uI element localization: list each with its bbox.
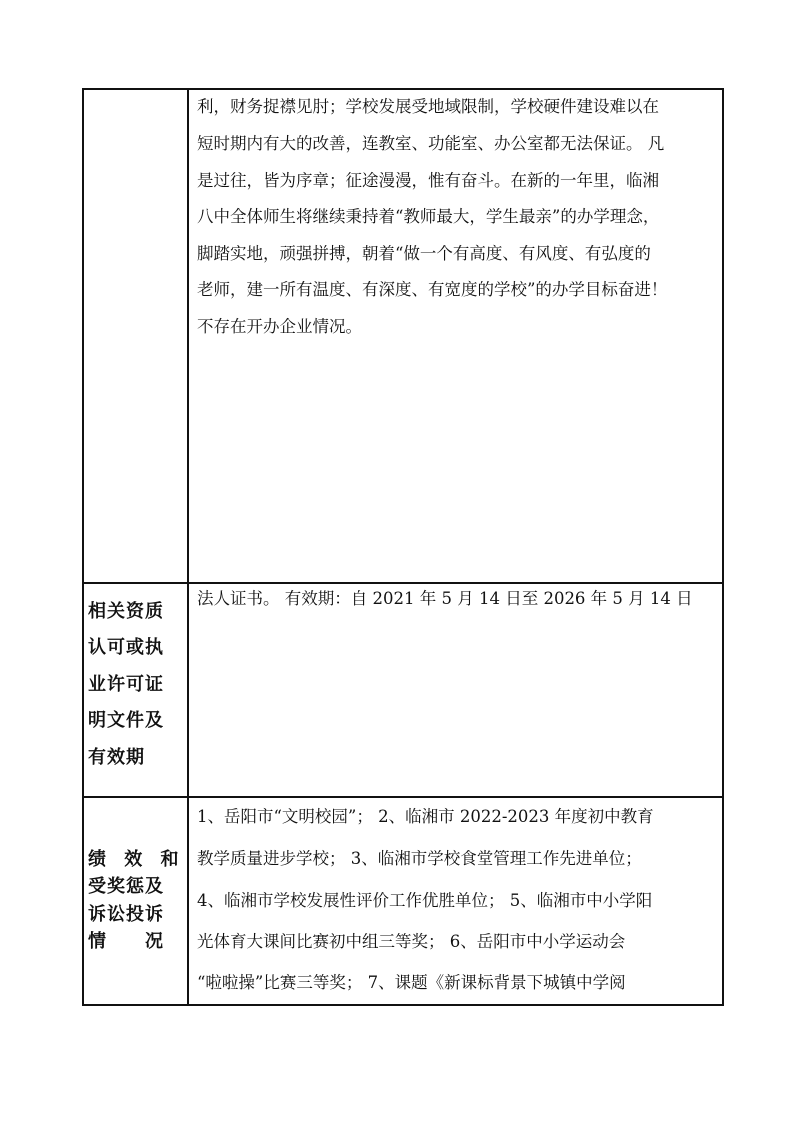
content-line: 短时期内有大的改善，连教室、功能室、办公室都无法保证。 凡 bbox=[197, 134, 665, 153]
content-line: 4、临湘市学校发展性评价工作优胜单位； 5、临湘市中小学阳 bbox=[197, 891, 653, 910]
row-divider bbox=[82, 582, 724, 584]
table-border-right bbox=[722, 88, 724, 1006]
row-label-line: 有效期 bbox=[88, 747, 145, 768]
row-label-line: 认可或执 bbox=[88, 637, 164, 658]
table-border-top bbox=[82, 88, 724, 90]
table-border-bottom bbox=[82, 1004, 724, 1006]
row-label-line: 受奖惩及 bbox=[88, 876, 164, 897]
row-label-line: 诉讼投诉 bbox=[88, 904, 164, 925]
content-line: 光体育大课间比赛初中组三等奖； 6、岳阳市中小学运动会 bbox=[197, 932, 626, 951]
content-line: 是过往，皆为序章；征途漫漫，惟有奋斗。在新的一年里，临湘 bbox=[197, 171, 659, 190]
content-line: 法人证书。 有效期：自 2021 年 5 月 14 日至 2026 年 5 月 14 日 bbox=[197, 589, 693, 608]
table-border-left bbox=[82, 88, 84, 1006]
column-divider bbox=[187, 88, 189, 1006]
content-line: 利，财务捉襟见肘；学校发展受地域限制，学校硬件建设难以在 bbox=[197, 97, 659, 116]
content-line: 不存在开办企业情况。 bbox=[197, 317, 362, 336]
row-label-line: 情 况 bbox=[88, 931, 164, 952]
content-line: 脚踏实地，顽强拼搏，朝着“做一个有高度、有风度、有弘度的 bbox=[197, 244, 651, 263]
row-label-line: 绩 效 和 bbox=[88, 849, 185, 870]
content-line: 老师，建一所有温度、有深度、有宽度的学校”的办学目标奋进！ bbox=[197, 280, 668, 299]
content-line: 八中全体师生将继续秉持着“教师最大，学生最亲”的办学理念， bbox=[197, 207, 660, 226]
row-label-line: 相关资质 bbox=[88, 601, 164, 622]
row-label-line: 业许可证 bbox=[88, 674, 164, 695]
row-label-line: 明文件及 bbox=[88, 710, 164, 731]
content-line: 1、岳阳市“文明校园”； 2、临湘市 2022-2023 年度初中教育 bbox=[197, 807, 654, 826]
row-divider bbox=[82, 796, 724, 798]
content-line: “啦啦操”比赛三等奖； 7、课题《新课标背景下城镇中学阅 bbox=[197, 973, 626, 992]
content-line: 教学质量进步学校； 3、临湘市学校食堂管理工作先进单位； bbox=[197, 849, 642, 868]
